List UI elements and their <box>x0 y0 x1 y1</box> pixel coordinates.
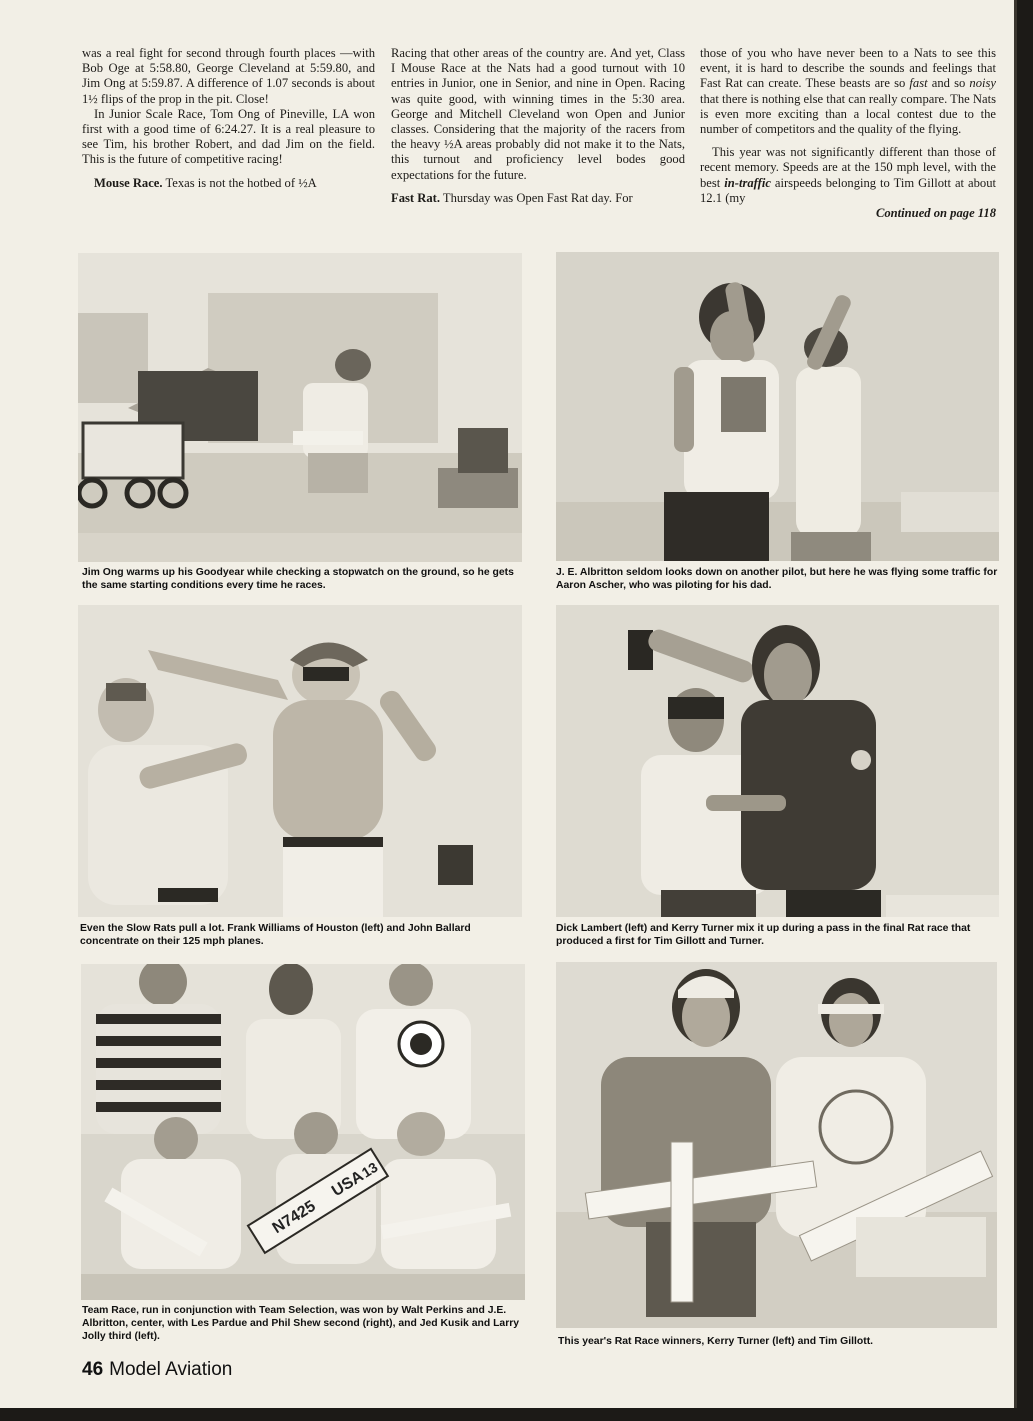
caption-photo-1: Jim Ong warms up his Goodyear while checking a stopwatch on the ground, so he gets the same starting conditions every time he races. <box>82 567 514 591</box>
paragraph-text: those of you who have never been to a Nats to see this event, it is hard to describe the sounds and feelings that Fast Rat can create. These beasts are so <box>700 46 996 91</box>
caption-photo-5: Team Race, run in conjunction with Team Selection, was won by Walt Perkins and J.E. Albritton, center, with Les Pardue and Phil Shew second (right), and Jed Kusik and Larry Jolly third (left). <box>82 1305 520 1342</box>
paragraph <box>700 145 996 206</box>
page-number: 46 <box>82 1359 104 1380</box>
continued-note: Continued on page 118 <box>875 206 996 221</box>
caption-photo-6: This year's Rat Race winners, Kerry Turner (left) and Tim Gillott. <box>558 1336 874 1347</box>
photo-rat-race-winners <box>556 962 997 1328</box>
photo-lambert-turner <box>556 605 999 917</box>
text-column-3 <box>700 46 996 221</box>
paragraph-text: Texas is not the hotbed of ½A <box>165 175 317 190</box>
paragraph-text: that there is nothing else that can really compare. The Nats is even more exciting than a local contest due to the number of competitors and the quality of the flying. <box>700 91 996 137</box>
paragraph: was a real fight for second through fourth places —with Bob Oge at 5:58.80, George Cleveland at 5:59.80, and Jim Ong at 5:59.87. A difference of 1.07 seconds is about 1½ flips of the prop in the pit. Close! <box>82 46 375 106</box>
paragraph: Racing that other areas of the country are. And yet, Class I Mouse Race at the Nats had a good turnout with 10 entries in Junior, one in Senior, and nine in Open. Racing was quite good, with winning times in the 5:30 area. George and Mitchell Cleveland won Open and Junior classes. Considering that the majority of the racers from the heavy ½A areas probably did not make it to the Nats, this turnout and proficiency level bodes good expectations for the future. <box>391 46 685 182</box>
paragraph-text: airspeeds belonging to Tim Gillott at about 12.1 (my <box>700 175 996 205</box>
plane-number: 13 <box>358 1158 381 1181</box>
text-column-1 <box>82 46 375 191</box>
plane-country: USA <box>329 1167 367 1201</box>
paragraph <box>391 191 685 206</box>
caption-photo-4: Dick Lambert (left) and Kerry Turner mix it up during a pass in the final Rat race that produced a first for Tim Gillott and Turner. <box>556 923 971 947</box>
section-runin-heading: Fast Rat. <box>391 190 440 205</box>
photo-jim-ong <box>78 253 522 562</box>
magazine-name: Model Aviation <box>109 1359 233 1380</box>
paragraph: In Junior Scale Race, Tom Ong of Pineville, LA won first with a good time of 6:24.27. It is a real pleasure to see Tim, his brother Robert, and dad Jim on the field. This is the future of competitive racing! <box>82 106 375 167</box>
photo-team-race <box>81 964 525 1300</box>
paragraph <box>700 46 996 137</box>
caption-photo-2: J. E. Albritton seldom looks down on another pilot, but here he was flying some traffic for Aaron Ascher, who was piloting for his dad. <box>556 567 998 591</box>
section-runin-heading: Mouse Race. <box>94 175 163 190</box>
paragraph-text: Thursday was Open Fast Rat day. For <box>442 190 633 205</box>
caption-photo-3: Even the Slow Rats pull a lot. Frank Williams of Houston (left) and John Ballard concentrate on their 125 mph planes. <box>80 923 471 947</box>
photo-albritton <box>556 252 999 561</box>
text-column-2 <box>391 46 685 206</box>
paragraph-text: This year was not significantly different than those of recent memory. Speeds are at the 150 mph level, with the best <box>700 145 996 190</box>
page-footer <box>82 1359 232 1381</box>
emphasis: fast <box>909 76 928 91</box>
plane-registration: N7425 <box>269 1197 319 1238</box>
emphasis: noisy <box>969 76 997 91</box>
emphasis: in-traffic <box>724 175 771 190</box>
photo-slow-rats <box>78 605 522 917</box>
paragraph <box>82 176 375 191</box>
paragraph-text: and so <box>931 76 966 91</box>
